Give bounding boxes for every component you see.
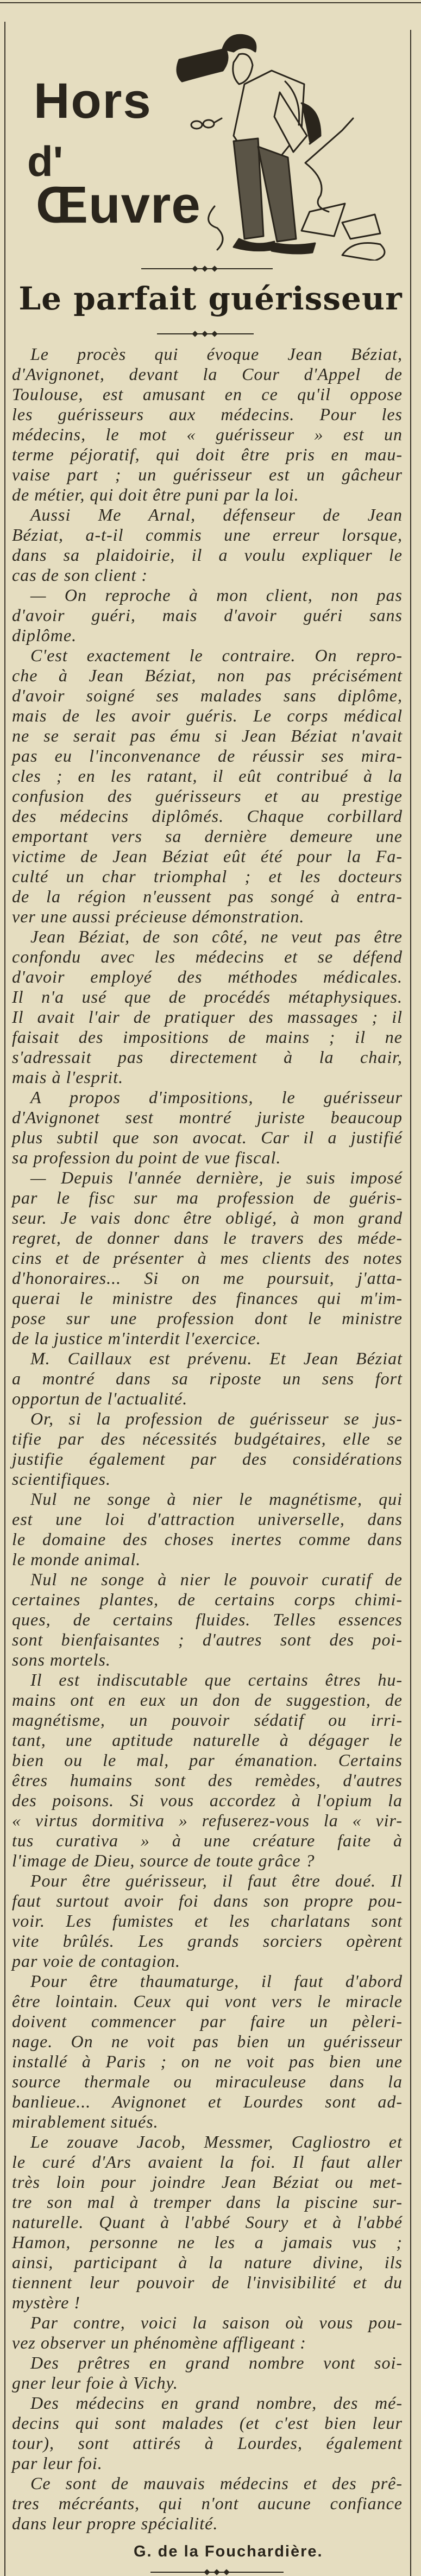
article-line: victime de Jean Béziat eût été pour la Fa-	[12, 846, 403, 866]
article-line: querai le ministre des finances qui m'im-	[12, 1288, 403, 1308]
article-line: d'Avignonet, devant la Cour d'Appel de	[12, 364, 403, 384]
article-line: Il avait l'air de pratiquer des massages ; il	[12, 1007, 403, 1027]
top-rule	[0, 2, 421, 3]
author-signature: G. de la Fouchardière.	[134, 2543, 323, 2560]
article-line: d'avoir employé des méthodes médicales.	[12, 967, 403, 986]
article-line: diplôme.	[12, 625, 77, 645]
article-line: médecins, le mot « guérisseur » est un	[12, 425, 403, 444]
article-line: le domaine des choses inertes comme dans	[12, 1529, 403, 1549]
article-paragraph	[12, 2313, 403, 2353]
article-line: C'est exactement le contraire. On repro-	[30, 645, 403, 665]
article-line: plus subtil que son avocat. Car il a justifié	[12, 1128, 403, 1147]
article-line: banlieue... Avignonet et Lourdes sont ad-	[12, 2092, 403, 2111]
article-line: mirablement situés.	[12, 2112, 159, 2131]
rubric-word-hors: Hors	[34, 73, 152, 129]
article-line: d'Avignonet sest montré juriste beaucoup	[12, 1107, 403, 1127]
article-paragraph	[12, 585, 403, 645]
article-line: gner leur foie à Vichy.	[12, 2373, 178, 2393]
article-line: Jean Béziat, de son côté, ne veut pas être	[30, 927, 403, 946]
article-line: Des médecins en grand nombre, des mé-	[30, 2393, 403, 2413]
article-line: mais de les avoir guéris. Le corps médical	[12, 706, 403, 725]
article-line: Pour être guérisseur, il faut être doué. Il	[30, 1871, 403, 1890]
article-paragraph	[12, 927, 403, 1087]
article-line: terme péjoratif, qui doit être pris en mau-	[12, 445, 403, 464]
article-line: a montré dans sa riposte un sens fort	[12, 1369, 403, 1388]
article-line: tant, une aptitude naturelle à dégager le	[12, 1730, 403, 1750]
article-line: d'avoir soigné ses malades sans diplôme,	[12, 686, 403, 705]
article-line: est une loi d'attraction universelle, dans	[12, 1509, 403, 1529]
article-line: Ce sont de mauvais médecins et des prê-	[30, 2473, 403, 2493]
article-line: tre son mal à tremper dans la piscine sur-	[12, 2192, 403, 2212]
article-line: scientifiques.	[12, 1469, 111, 1489]
article-paragraph	[12, 645, 403, 927]
article-line: decins qui sont malades (et c'est bien leur	[12, 2413, 403, 2433]
article-line: naturelle. Quant à l'abbé Soury et à l'abbé	[12, 2212, 403, 2232]
article-line: tour), sont attirés à Lourdes, également	[12, 2433, 403, 2453]
article-line: ne se serait pas ému si Jean Béziat n'avait	[12, 726, 403, 745]
article-line: cas de son client :	[12, 565, 148, 585]
article-line: che à Jean Béziat, non pas précisément	[12, 666, 403, 685]
article-line: Il est indiscutable que certains êtres hu-	[30, 1670, 403, 1689]
article-line: vez observer un phénomène affligeant :	[12, 2333, 306, 2352]
article-title: Le parfait guérisseur	[18, 280, 403, 317]
article-line: installé à Paris ; on ne voit pas bien une	[12, 2052, 403, 2071]
article-line: s'adressait pas directement à la chair,	[12, 1047, 403, 1067]
article-paragraph	[12, 1349, 403, 1409]
article-line: des médecins diplômés. Chaque corbillard	[12, 806, 403, 826]
title-ornament-top	[141, 267, 273, 271]
article-line: mais à l'esprit.	[12, 1067, 124, 1087]
article-line: justifie également par des considérations	[12, 1449, 403, 1469]
article-line: mains ont en eux un don de suggestion, de	[12, 1690, 403, 1710]
article-line: Aussi Me Arnal, défenseur de Jean	[30, 505, 403, 524]
article-paragraph	[12, 2353, 403, 2393]
article-line: certaines plantes, de certains corps chimi-	[12, 1590, 403, 1609]
right-column-rule	[410, 30, 411, 2576]
article-line: d'honoraires... Si on me poursuit, j'atta-	[12, 1268, 403, 1288]
article-line: être lointain. Ceux qui vont vers le miracle	[12, 1991, 403, 2011]
article-paragraph	[12, 1569, 403, 1670]
article-line: l'image de Dieu, source de toute grâce ?	[12, 1851, 315, 1870]
article-line: Béziat, a-t-il commis une erreur lorsque,	[12, 525, 403, 545]
article-line: faisait des impositions de mains ; il ne	[12, 1027, 403, 1047]
rubric-word-oeuvre: Œuvre	[36, 176, 201, 234]
article-line: Nul ne songe à nier le pouvoir curatif de	[30, 1569, 403, 1589]
article-line: sons mortels.	[12, 1650, 111, 1669]
article-line: de la région n'eussent pas songé à entra-	[12, 887, 403, 906]
article-line: ver une aussi précieuse démonstration.	[12, 907, 305, 926]
article-line: Il n'a usé que de procédés métaphysiques.	[12, 987, 403, 1007]
article-paragraph	[12, 1409, 403, 1489]
rubric-word-d: d'	[27, 137, 64, 185]
article-line: tres mécréants, qui n'ont aucune confiance	[12, 2493, 403, 2513]
cartoon-illustration	[163, 22, 397, 261]
article-line: le monde animal.	[12, 1549, 141, 1569]
article-line: les guérisseurs aux médecins. Pour les	[12, 404, 403, 424]
article-paragraph	[12, 505, 403, 585]
article-paragraph	[12, 344, 403, 505]
article-line: des poisons. Si vous accordez à l'opium la	[12, 1790, 403, 1810]
article-line: Des prêtres en grand nombre vont soi-	[30, 2353, 403, 2372]
article-line: — On reproche à mon client, non pas	[30, 585, 403, 605]
article-paragraph	[12, 1168, 403, 1349]
article-paragraph	[12, 1971, 403, 2132]
article-line: sont bienfaisantes ; d'autres sont des poi-	[12, 1630, 403, 1649]
article-line: dans leur propre spécialité.	[12, 2514, 218, 2533]
article-line: doivent commencer par faire un pèleri-	[12, 2011, 403, 2031]
article-paragraph	[12, 2473, 403, 2534]
article-line: Le procès qui évoque Jean Béziat,	[30, 344, 403, 364]
article-paragraph	[12, 2132, 403, 2313]
article-line: ques, de certains fluides. Telles essences	[12, 1610, 403, 1629]
article-line: de la justice m'interdit l'exercice.	[12, 1328, 261, 1348]
article-line: voir. Les fumistes et les charlatans sont	[12, 1911, 403, 1931]
article-line: A propos d'impositions, le guérisseur	[30, 1087, 403, 1107]
article-line: « virtus dormitiva » refuserez-vous la « vir-	[12, 1811, 403, 1830]
article-body	[12, 344, 403, 2534]
title-ornament-bottom	[157, 332, 254, 336]
article-line: magnétisme, un pouvoir sédatif ou irri-	[12, 1710, 403, 1730]
article-line: pose sur une profession dont le ministre	[12, 1308, 403, 1328]
article-line: par leur foi.	[12, 2453, 103, 2473]
article-paragraph	[12, 1087, 403, 1168]
article-line: très loin pour joindre Jean Béziat ou met-	[12, 2172, 403, 2192]
article-line: culté un char triomphal ; et les docteurs	[12, 866, 403, 886]
article-line: tus curativa » à une créature faite à	[12, 1831, 403, 1850]
article-line: bien ou le mal, par émanation. Certains	[12, 1750, 403, 1770]
article-line: confondu avec les médecins et se défend	[12, 947, 403, 966]
article-line: Par contre, voici la saison où vous pou-	[30, 2313, 403, 2332]
article-line: ainsi, participant à la nature divine, ils	[12, 2252, 403, 2272]
article-line: tifie par des nécessités budgétaires, elle se	[12, 1429, 403, 1448]
article-line: regret, de donner dans le travers des méde-	[12, 1228, 403, 1248]
article-line: vite brûlés. Les grands sorciers opèrent	[12, 1931, 403, 1951]
article-line: — Depuis l'année dernière, je suis imposé	[30, 1168, 403, 1187]
article-line: cins et de présenter à mes clients des notes	[12, 1248, 403, 1268]
article-line: sa profession du point de vue fiscal.	[12, 1148, 281, 1167]
end-ornament	[150, 2570, 284, 2574]
article-line: par le fisc sur ma profession de guéris-	[12, 1188, 403, 1207]
article-line: Le zouave Jacob, Messmer, Cagliostro et	[30, 2132, 403, 2151]
article-line: tiennent leur pouvoir de l'invisibilité et du	[12, 2273, 403, 2292]
article-line: de métier, qui doit être puni par la loi.	[12, 485, 299, 504]
article-line: seur. Je vais donc être obligé, à mon grand	[12, 1208, 403, 1227]
article-line: vaise part ; un guérisseur est un gâcheur	[12, 465, 403, 484]
article-line: nage. On ne voit pas bien un guérisseur	[12, 2031, 403, 2051]
article-paragraph	[12, 1489, 403, 1569]
article-line: opportun de l'actualité.	[12, 1389, 188, 1408]
article-line: Nul ne songe à nier le magnétisme, qui	[30, 1489, 403, 1509]
article-line: Or, si la profession de guérisseur se jus-	[30, 1409, 403, 1428]
article-line: le curé d'Ars avaient la foi. Il faut aller	[12, 2152, 403, 2172]
left-column-rule	[4, 22, 5, 2576]
article-paragraph	[12, 1670, 403, 1871]
article-line: Hamon, personne ne les a jamais vus ;	[12, 2232, 403, 2252]
article-line: faut surtout avoir foi dans son propre pou-	[12, 1891, 403, 1910]
article-line: M. Caillaux est prévenu. Et Jean Béziat	[30, 1349, 403, 1368]
article-line: Pour être thaumaturge, il faut d'abord	[30, 1971, 403, 1991]
article-line: êtres humains sont des remèdes, d'autres	[12, 1770, 403, 1790]
article-line: source thermale ou miraculeuse dans la	[12, 2072, 403, 2091]
article-line: par voie de contagion.	[12, 1951, 180, 1971]
article-line: d'avoir guéri, mais d'avoir guéri sans	[12, 605, 403, 625]
article-line: cles ; en les ratant, il eût contribué à la	[12, 766, 403, 786]
article-paragraph	[12, 2393, 403, 2473]
article-line: confusion des guérisseurs et au prestige	[12, 786, 403, 806]
article-line: mystère !	[12, 2293, 80, 2312]
article-paragraph	[12, 1871, 403, 1971]
article-line: pas eu l'inconvenance de réussir ses mira-	[12, 746, 403, 765]
article-line: emportant vers sa dernière demeure une	[12, 826, 403, 846]
article-line: Toulouse, est amusant en ce qu'il oppose	[12, 384, 403, 404]
article-line: dans sa plaidoirie, il a voulu expliquer le	[12, 545, 403, 565]
